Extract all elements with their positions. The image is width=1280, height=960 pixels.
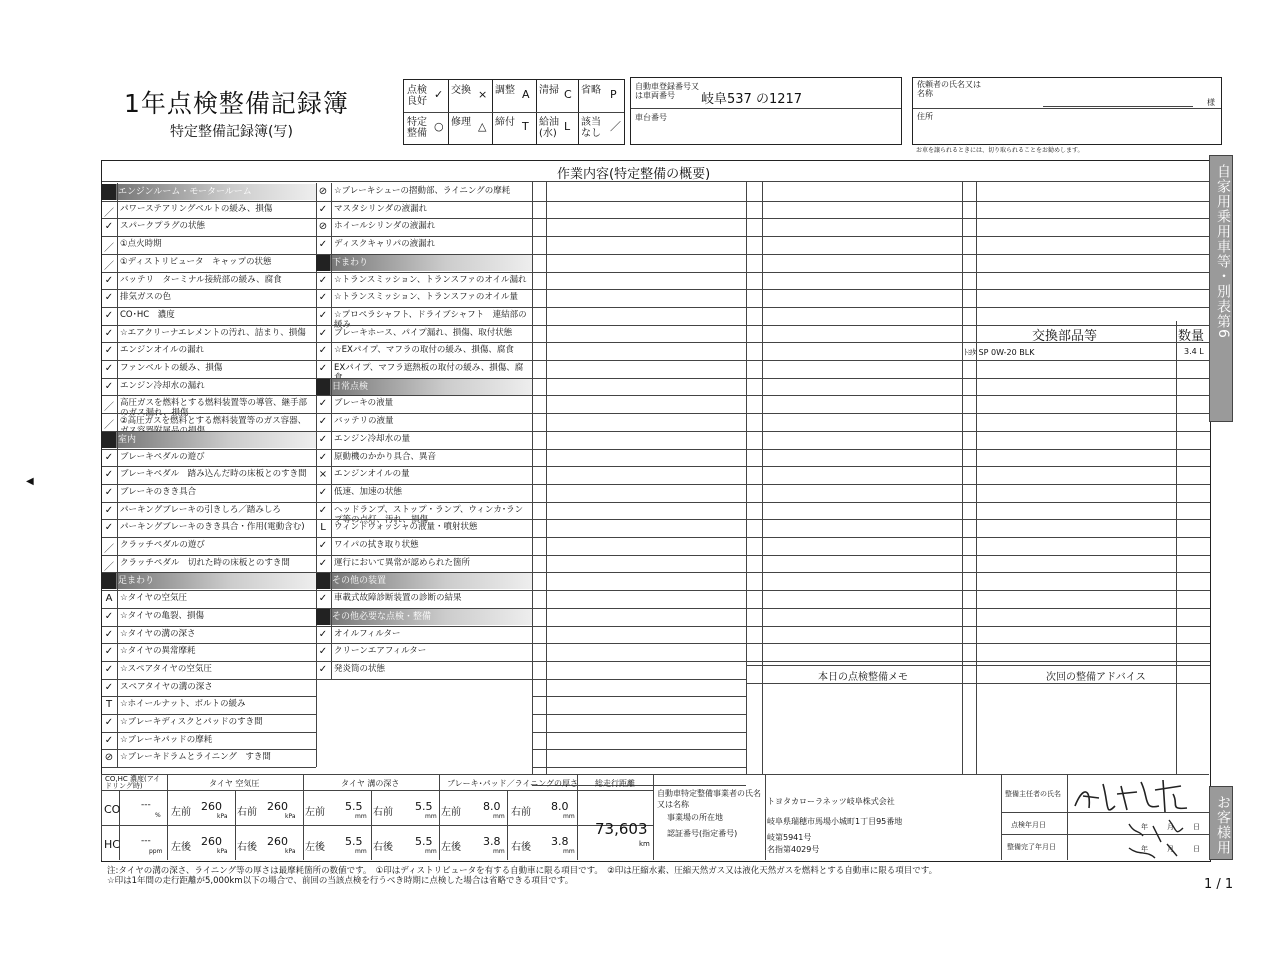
check-mark: ✓ bbox=[104, 610, 114, 622]
check-item-label: ☆ブレーキドラムとライニング すき間 bbox=[120, 752, 271, 763]
check-item-label: ホイールシリンダの液漏れ bbox=[334, 221, 436, 232]
date-hi: 日 bbox=[1193, 823, 1200, 831]
check-item-label: ☆ブレーキシューの摺動部、ライニングの摩耗 bbox=[334, 186, 511, 196]
p-rl: 260 bbox=[201, 835, 222, 848]
legend-label: 修理 bbox=[451, 117, 471, 128]
check-mark: T bbox=[105, 699, 113, 711]
check-item-label: パーキングブレーキのきき具合・作用(電動含む) bbox=[120, 522, 305, 533]
check-item-label: ①点火時期 bbox=[120, 239, 162, 250]
hc-value: --- bbox=[141, 836, 151, 846]
section-header: 足まわり bbox=[102, 573, 316, 589]
b-rr: 3.8 bbox=[551, 835, 569, 848]
d-fr: 5.5 bbox=[415, 800, 433, 813]
p-rr: 260 bbox=[267, 835, 288, 848]
tire-pressure-header: タイヤ 空気圧 bbox=[209, 779, 260, 788]
part-qty: 3.4 L bbox=[1184, 347, 1204, 356]
owner-info-box bbox=[912, 77, 1222, 145]
p-fr-unit: kPa bbox=[285, 813, 296, 820]
hc-unit: ppm bbox=[149, 848, 163, 855]
check-mark: ⊘ bbox=[318, 221, 328, 233]
check-item-label: ☆ブレーキディスクとパッドのすき間 bbox=[120, 717, 263, 727]
reg-label: 自動車登録番号又は車両番号 bbox=[635, 82, 699, 100]
check-item-label: 原動機のかかり具合、異音 bbox=[334, 451, 437, 462]
cert-number-2: 名指第4029号 bbox=[767, 845, 820, 854]
check-item-label: ☆タイヤの空気圧 bbox=[120, 593, 187, 604]
manager-signature bbox=[1069, 776, 1207, 860]
check-mark: ／ bbox=[104, 243, 114, 255]
b-rl: 3.8 bbox=[483, 835, 501, 848]
business-address: 岐阜県瑞穂市馬場小城町1丁目95番地 bbox=[767, 817, 903, 826]
check-item-label: 発炎筒の状態 bbox=[334, 663, 386, 674]
b-fl-label: 左前 bbox=[441, 807, 461, 818]
owner-name-label: 依頼者の氏名又は名称 bbox=[917, 80, 981, 98]
legend-mark: ／ bbox=[610, 120, 621, 133]
check-mark: ✓ bbox=[318, 416, 328, 428]
parts-header: 交換部品等 bbox=[1032, 329, 1098, 344]
mark-legend bbox=[403, 79, 625, 145]
p-rr-unit: kPa bbox=[285, 848, 296, 855]
check-item-label: ブレーキペダルの遊び bbox=[120, 451, 205, 462]
check-mark: ／ bbox=[104, 561, 114, 573]
p-fl-label: 左前 bbox=[171, 807, 191, 818]
d-fr-unit: mm bbox=[425, 813, 437, 820]
odometer: 73,603 bbox=[595, 820, 648, 838]
section-header: 日常点検 bbox=[316, 379, 532, 395]
check-mark: ✓ bbox=[318, 239, 328, 251]
co-label: CO bbox=[104, 803, 121, 816]
vehicle-class-label: 自家用乗用車等・別表第6 bbox=[1215, 164, 1231, 339]
check-mark: ✓ bbox=[104, 628, 114, 640]
owner-sama: 様 bbox=[1207, 98, 1215, 107]
check-item-label: バッテリの液量 bbox=[334, 416, 394, 427]
business-label-3: 認証番号(指定番号) bbox=[667, 829, 738, 838]
check-item-label: ②高圧ガスを燃料とする燃料装置等のガス容器、 bbox=[120, 416, 307, 427]
check-item-label: 車載式故障診断装置の診断の結果 bbox=[334, 593, 462, 604]
legend-mark: T bbox=[522, 120, 529, 133]
check-mark: ✓ bbox=[104, 646, 114, 658]
check-mark: ✓ bbox=[104, 681, 114, 693]
section-header: その他の装置 bbox=[316, 573, 532, 589]
b-rl-unit: mm bbox=[493, 848, 505, 855]
legend-label: 特定整備 bbox=[407, 117, 427, 139]
d-rl-unit: mm bbox=[355, 848, 367, 855]
d-rr: 5.5 bbox=[415, 835, 433, 848]
finish-tsuki: 月 bbox=[1167, 845, 1174, 853]
check-mark: ✓ bbox=[104, 221, 114, 233]
legend-mark: × bbox=[478, 88, 488, 101]
check-item-label: ディスクキャリパの液漏れ bbox=[334, 239, 436, 250]
owner-addr-label: 住所 bbox=[917, 112, 933, 121]
check-item-label: ☆ホイールナット、ボルトの緩み bbox=[120, 699, 246, 710]
pad-header: ブレーキ･パッド／ライニングの厚さ bbox=[447, 779, 578, 788]
inspection-table bbox=[101, 160, 1211, 862]
finish-nen: 年 bbox=[1141, 845, 1148, 853]
legend-mark: L bbox=[564, 120, 571, 133]
check-mark: ／ bbox=[104, 260, 114, 272]
d-fl: 5.5 bbox=[345, 800, 363, 813]
b-fr-label: 右前 bbox=[511, 807, 531, 818]
check-item-label: エンジン冷却水の漏れ bbox=[120, 380, 205, 391]
page-number: 1 / 1 bbox=[1204, 877, 1234, 892]
check-mark: ／ bbox=[104, 207, 114, 219]
b-rl-label: 左後 bbox=[441, 842, 461, 853]
check-mark: ✓ bbox=[318, 540, 328, 551]
d-fr-label: 右前 bbox=[373, 807, 393, 818]
date-tsuki: 月 bbox=[1167, 823, 1174, 831]
check-mark: ✓ bbox=[104, 522, 114, 534]
p-rl-unit: kPa bbox=[217, 848, 228, 855]
check-mark: ✓ bbox=[318, 486, 328, 498]
footnote-2: ☆印は1年間の走行距離が5,000km以下の場合で、前回の当該点検を行うべき時期に点検した場合は省略できる項目です。 bbox=[107, 876, 574, 886]
check-item-label: ワイパの拭き取り状態 bbox=[334, 540, 419, 550]
p-fl-unit: kPa bbox=[217, 813, 228, 820]
d-rr-unit: mm bbox=[425, 848, 437, 855]
check-mark: ✓ bbox=[318, 345, 328, 357]
check-mark: ✓ bbox=[104, 274, 114, 286]
check-mark: ✓ bbox=[318, 327, 328, 339]
check-mark: ✓ bbox=[318, 646, 328, 658]
check-mark: ✓ bbox=[104, 717, 114, 728]
footnote-1: 注:タイヤの溝の深さ、ライニング等の厚さは最摩耗箇所の数値です。 ①印はディストリビュータを有する自動車に限る項目です。 ②印は圧縮水素、圧縮天然ガス又は液化天然ガスを燃料とする自動車に限る項目です。 bbox=[107, 866, 938, 876]
legend-mark: C bbox=[564, 88, 572, 101]
check-item-label: クラッチペダルの遊び bbox=[120, 540, 205, 550]
check-item-label: ブレーキの液量 bbox=[334, 398, 394, 409]
check-mark: ✓ bbox=[104, 663, 114, 675]
check-mark: ✓ bbox=[104, 292, 114, 304]
check-mark: ／ bbox=[104, 544, 114, 555]
check-item-label: パワーステアリングベルトの緩み、損傷 bbox=[120, 203, 273, 214]
date-nen: 年 bbox=[1141, 823, 1148, 831]
check-mark: L bbox=[320, 522, 326, 534]
check-item-label: ファンベルトの緩み、損傷 bbox=[120, 363, 223, 373]
check-item-label: ヘッドランプ、ストップ・ランプ、ウィンカ･ランプ等の点灯、汚れ、損傷 bbox=[334, 504, 524, 525]
check-item-label: マスタシリンダの液漏れ bbox=[334, 203, 428, 214]
check-mark: ✓ bbox=[104, 486, 114, 498]
check-item-label: ☆EXパイプ、マフラの取付の緩み、損傷、腐食 bbox=[334, 345, 514, 356]
section-header: その他必要な点検・整備 bbox=[316, 609, 532, 625]
p-rr-label: 右後 bbox=[237, 842, 257, 853]
legend-label: 給油(水) bbox=[539, 117, 559, 139]
legend-mark: P bbox=[610, 88, 617, 101]
check-item-label: EXパイプ、マフラ遮熱板の取付の緩み、損傷、腐 bbox=[334, 363, 524, 373]
check-item-label: ☆タイヤの亀裂、損傷 bbox=[120, 610, 204, 621]
hc-label: HC bbox=[104, 838, 120, 851]
check-item-label: 高圧ガスを燃料とする燃料装置等の導管、継手部のガス漏れ、損傷 bbox=[120, 398, 308, 419]
check-mark: ⊘ bbox=[318, 186, 328, 197]
work-header: 作業内容(特定整備の概要) bbox=[557, 167, 711, 182]
check-mark: ／ bbox=[104, 402, 114, 414]
check-mark: ✓ bbox=[318, 628, 328, 640]
owner-note: お車を譲られるときには、切り取られることをお勧めします。 bbox=[916, 147, 1084, 154]
section-header: 室内 bbox=[102, 432, 316, 448]
p-fr-label: 右前 bbox=[237, 807, 257, 818]
check-item-label: 排気ガスの色 bbox=[120, 292, 172, 303]
vehicle-info-box bbox=[630, 77, 902, 145]
b-fl-unit: mm bbox=[493, 813, 505, 820]
legend-mark: △ bbox=[478, 120, 487, 133]
check-mark: ✓ bbox=[104, 504, 114, 516]
legend-mark: ○ bbox=[434, 120, 444, 133]
part-name: ﾄﾖﾀ SP 0W-20 BLK bbox=[964, 348, 1035, 357]
legend-label: 交換 bbox=[451, 85, 471, 96]
check-item-label: オイルフィルター bbox=[334, 628, 401, 639]
business-label-1: 自動車特定整備事業者の氏名又は名称 bbox=[657, 789, 761, 809]
legend-label: 清掃 bbox=[539, 85, 559, 96]
legend-label: 点検良好 bbox=[407, 85, 427, 107]
check-item-label: エンジンオイルの漏れ bbox=[120, 345, 205, 356]
check-item-label: ①ディストリビュータ キャップの状態 bbox=[120, 256, 272, 267]
d-fl-label: 左前 bbox=[305, 807, 325, 818]
legend-label: 締付 bbox=[495, 117, 515, 128]
b-rr-label: 右後 bbox=[511, 842, 531, 853]
check-item-label: ☆スペアタイヤの空気圧 bbox=[120, 663, 212, 674]
business-label-2: 事業場の所在地 bbox=[667, 813, 723, 822]
legend-mark: ✓ bbox=[434, 88, 444, 101]
odo-header: 総走行距離 bbox=[595, 779, 635, 788]
vehicle-class-tab bbox=[1209, 155, 1233, 422]
co-value: --- bbox=[141, 800, 151, 810]
co-hc-header: CO,HC 濃度(アイドリング時) bbox=[105, 775, 161, 790]
check-item-label: ☆プロペラシャフト、ドライブシャフト 連結部の緩み bbox=[334, 309, 527, 330]
check-item-label: エンジン冷却水の量 bbox=[334, 433, 411, 444]
b-rr-unit: mm bbox=[563, 848, 575, 855]
check-mark: ✓ bbox=[318, 203, 328, 215]
check-item-label: ブレーキペダル 踏み込んだ時の床板とのすき間 bbox=[120, 469, 307, 480]
finish-hi: 日 bbox=[1193, 845, 1200, 853]
check-mark: ⊘ bbox=[104, 752, 114, 764]
check-item-label: ウィンドウォッシャの液量・噴射状態 bbox=[334, 522, 478, 533]
legend-mark: A bbox=[522, 88, 530, 101]
legend-label: 該当なし bbox=[581, 117, 601, 139]
check-mark: ✓ bbox=[104, 363, 114, 374]
left-arrow-icon: ◀ bbox=[26, 476, 34, 487]
check-mark: ✓ bbox=[318, 274, 328, 286]
check-item-label: スペアタイヤの溝の深さ bbox=[120, 681, 213, 692]
check-mark: × bbox=[318, 469, 328, 481]
check-item-label: ☆トランスミッション、トランスファのオイル量 bbox=[334, 292, 518, 303]
b-fr: 8.0 bbox=[551, 800, 569, 813]
finish-date-label: 整備完了年月日 bbox=[1007, 843, 1056, 851]
check-item-label: クラッチペダル 切れた時の床板とのすき間 bbox=[120, 557, 290, 568]
check-item-label: ☆タイヤの溝の深さ bbox=[120, 628, 196, 639]
section-header: エンジンルーム・モータールーム bbox=[102, 184, 316, 200]
measurement-block bbox=[101, 774, 1209, 860]
check-mark: ✓ bbox=[318, 593, 328, 605]
legend-label: 調整 bbox=[495, 85, 515, 96]
chassis-label: 車台番号 bbox=[635, 113, 667, 122]
check-item-label: スパークプラグの状態 bbox=[120, 221, 206, 232]
p-rl-label: 左後 bbox=[171, 842, 191, 853]
check-mark: ✓ bbox=[318, 292, 328, 304]
d-fl-unit: mm bbox=[355, 813, 367, 820]
check-item-label: ブレーキホース、パイプ漏れ、損傷、取付状態 bbox=[334, 327, 513, 338]
section-header: 下まわり bbox=[316, 255, 532, 271]
page-subtitle: 特定整備記録簿(写) bbox=[170, 124, 293, 140]
b-fl: 8.0 bbox=[483, 800, 501, 813]
page-title: 1年点検整備記録簿 bbox=[124, 89, 349, 118]
check-mark: ✓ bbox=[104, 451, 114, 463]
check-mark: ／ bbox=[104, 420, 114, 432]
check-item-label: ☆タイヤの異常摩耗 bbox=[120, 646, 196, 657]
check-mark: ✓ bbox=[104, 345, 114, 357]
check-mark: A bbox=[105, 593, 113, 605]
check-mark: ✓ bbox=[104, 380, 114, 392]
manager-label: 整備主任者の氏名 bbox=[1005, 790, 1061, 798]
memo-today: 本日の点検整備メモ bbox=[818, 672, 908, 683]
check-mark: ✓ bbox=[104, 734, 114, 746]
customer-copy-tab bbox=[1209, 786, 1233, 860]
memo-advice: 次回の整備アドバイス bbox=[1046, 672, 1146, 683]
check-item-label: エンジンオイルの量 bbox=[334, 469, 410, 480]
check-mark: ✓ bbox=[318, 451, 328, 463]
customer-copy-label: お客様用 bbox=[1215, 795, 1231, 855]
check-mark: ✓ bbox=[318, 398, 328, 410]
check-item-label: パーキングブレーキの引きしろ／踏みしろ bbox=[120, 504, 281, 515]
p-fr: 260 bbox=[267, 800, 288, 813]
d-rl-label: 左後 bbox=[305, 842, 325, 853]
p-fl: 260 bbox=[201, 800, 222, 813]
tread-header: タイヤ 溝の深さ bbox=[341, 779, 400, 788]
check-mark: ✓ bbox=[104, 469, 114, 481]
check-item-label: ブレーキのきき具合 bbox=[120, 486, 197, 497]
check-mark: ✓ bbox=[318, 504, 328, 516]
check-item-label: ☆ブレーキパッドの摩耗 bbox=[120, 734, 213, 745]
check-mark: ✓ bbox=[104, 309, 114, 321]
check-item-label: 低速、加速の状態 bbox=[334, 486, 403, 497]
business-name: トヨタカローラネッツ岐阜株式会社 bbox=[767, 797, 895, 806]
check-item-label: バッテリ ターミナル接続部の緩み、腐食 bbox=[120, 274, 282, 285]
cert-number-1: 岐第5941号 bbox=[767, 833, 812, 842]
co-unit: % bbox=[155, 812, 161, 819]
check-item-label: ☆トランスミッション、トランスファのオイル漏れ bbox=[334, 274, 527, 285]
check-item-label: ☆エアクリーナエレメントの汚れ、詰まり、損傷 bbox=[120, 327, 306, 338]
check-mark: ✓ bbox=[318, 433, 328, 445]
d-rl: 5.5 bbox=[345, 835, 363, 848]
odometer-unit: km bbox=[639, 840, 650, 848]
qty-header: 数量 bbox=[1178, 329, 1205, 344]
check-item-label: クリーンエアフィルター bbox=[334, 646, 427, 657]
check-item-label: CO･HC 濃度 bbox=[120, 309, 175, 320]
check-mark: ✓ bbox=[318, 309, 328, 321]
check-mark: ✓ bbox=[318, 663, 328, 675]
check-mark: ✓ bbox=[318, 557, 328, 569]
b-fr-unit: mm bbox=[563, 813, 575, 820]
check-item-label: 運行において異常が認められた箇所 bbox=[334, 557, 471, 568]
legend-label: 省略 bbox=[581, 85, 601, 96]
check-mark: ✓ bbox=[318, 363, 328, 374]
inspect-date-label: 点検年月日 bbox=[1011, 821, 1046, 829]
reg-value: 岐阜537 の1217 bbox=[701, 92, 803, 107]
check-mark: ✓ bbox=[104, 327, 114, 339]
d-rr-label: 右後 bbox=[373, 842, 393, 853]
